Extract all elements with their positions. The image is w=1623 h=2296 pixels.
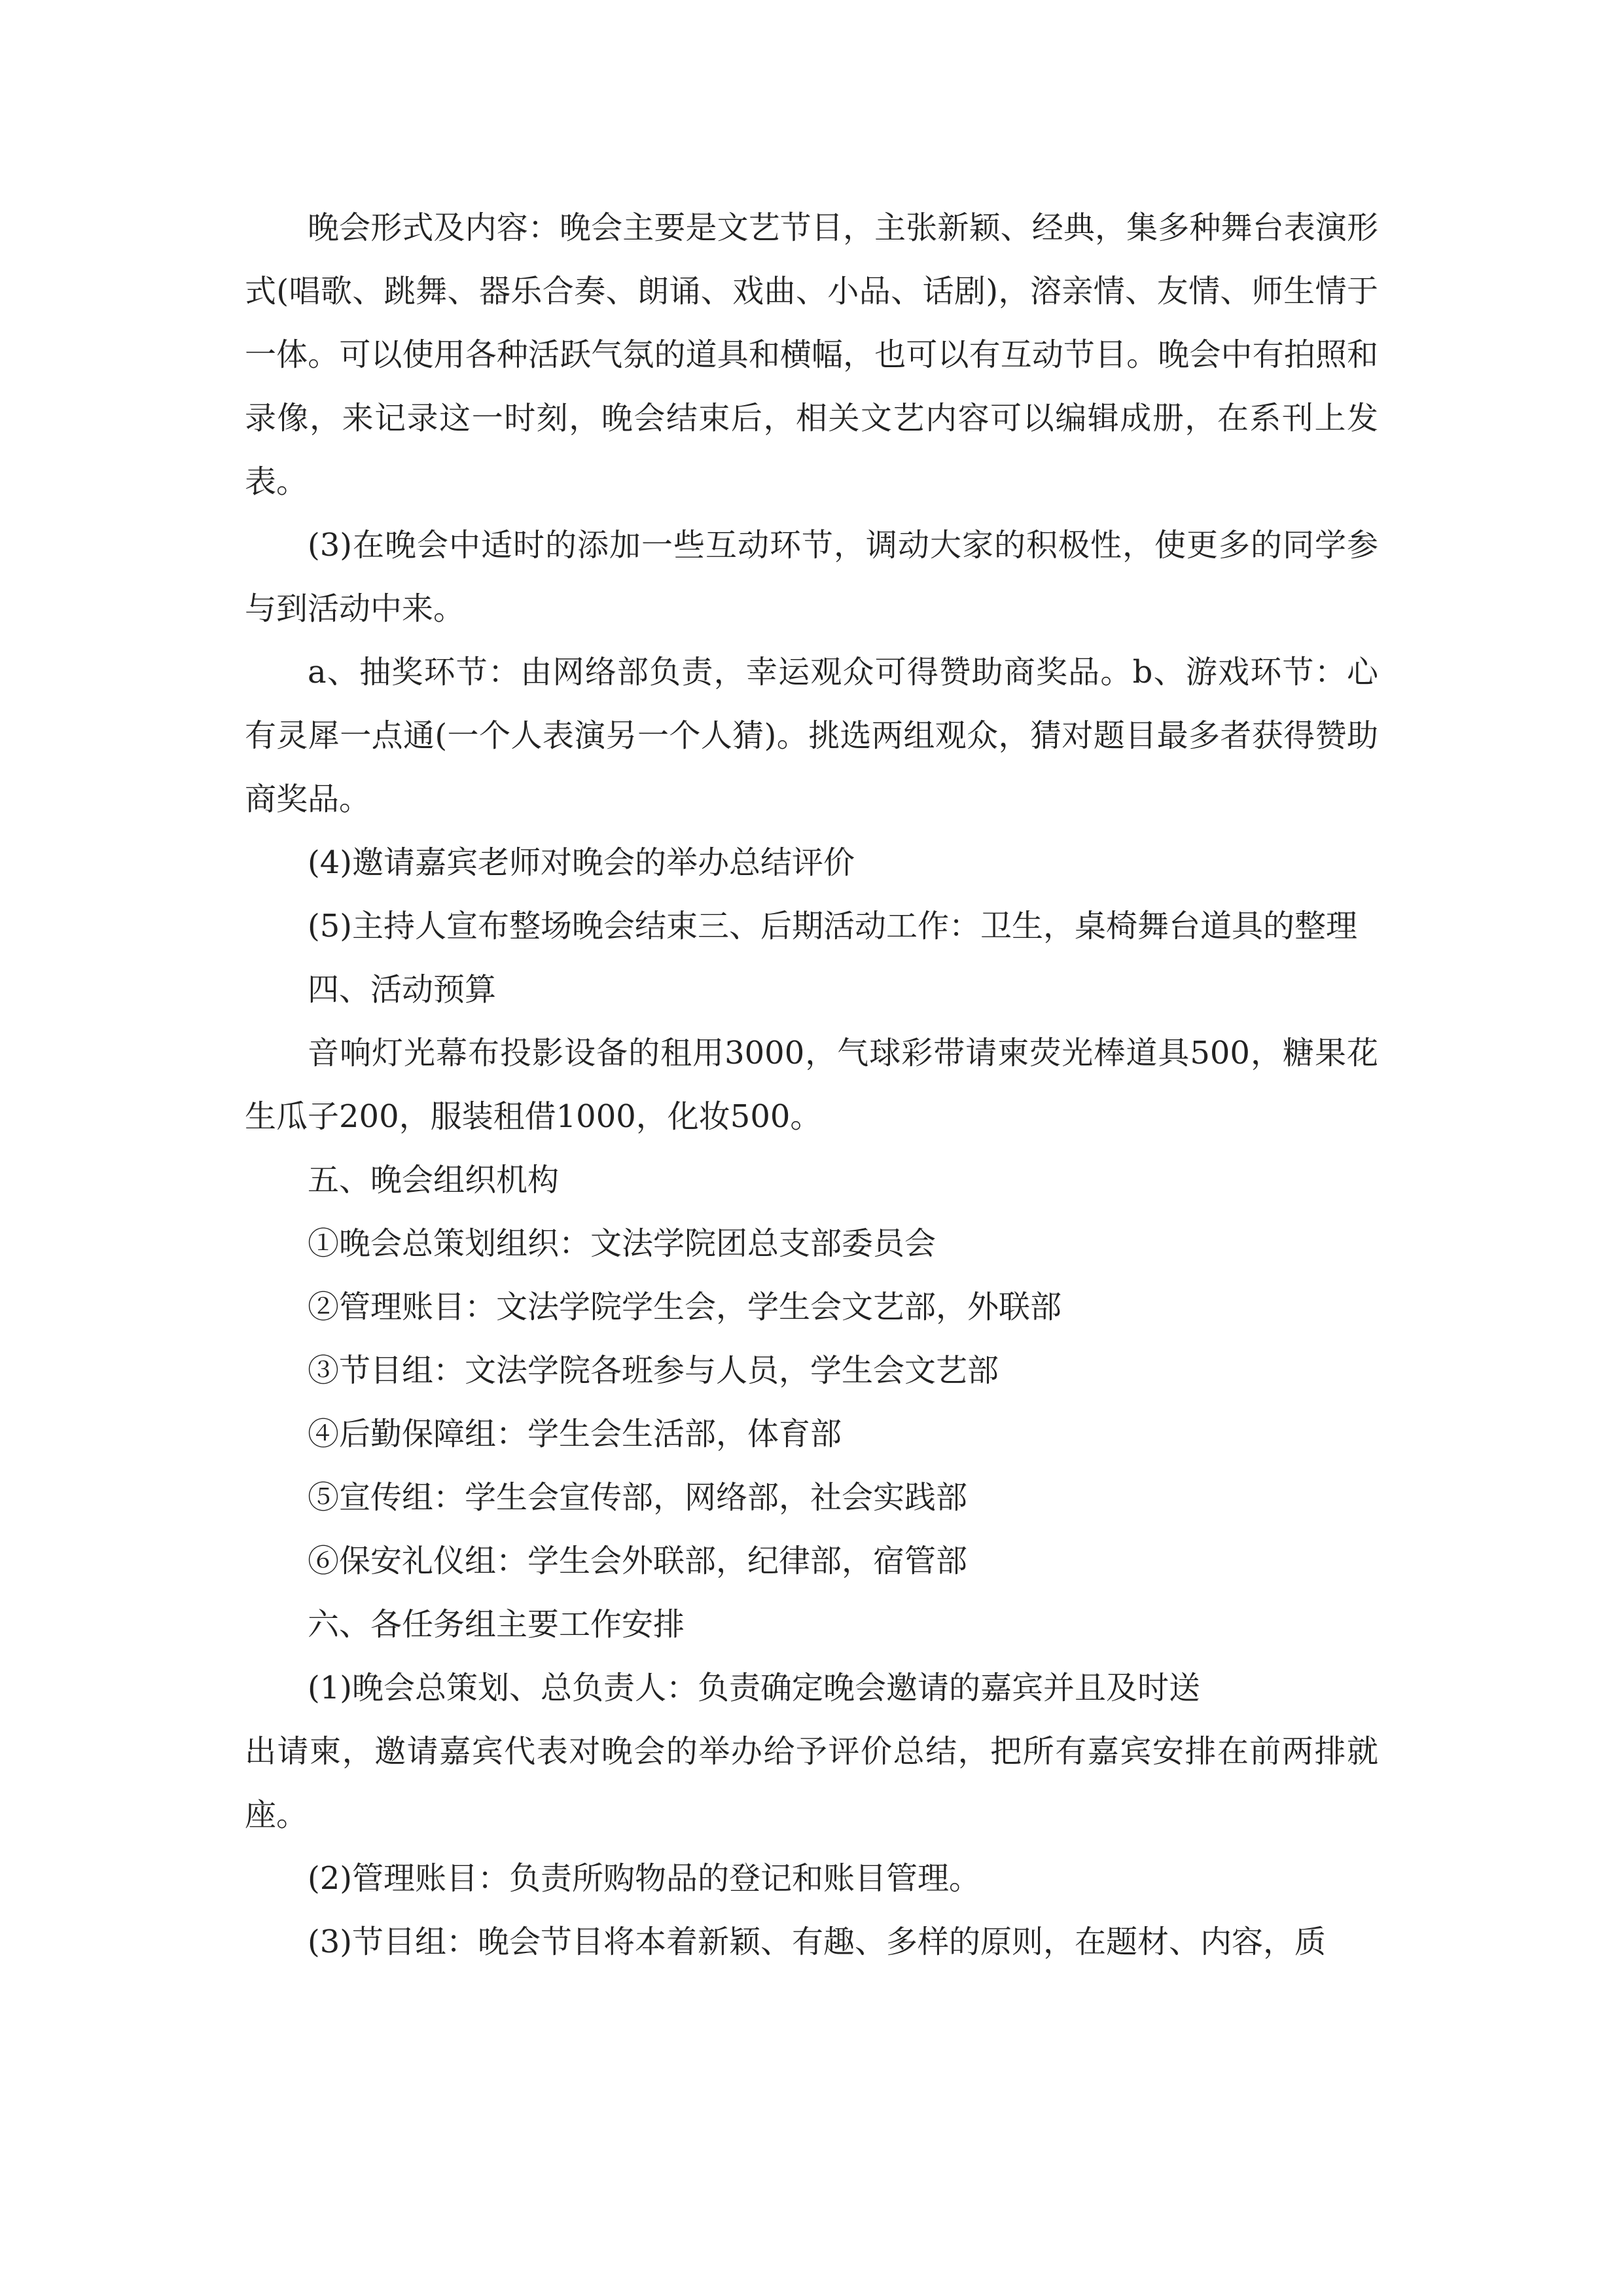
task-item-accounts: (2)管理账目：负责所购物品的登记和账目管理。	[308, 1860, 980, 1897]
org-item-publicity: ⑤宣传组：学生会宣传部，网络部，社会实践部	[308, 1479, 968, 1516]
org-item-accounts: ②管理账目：文法学院学生会，学生会文艺部，外联部	[308, 1289, 1062, 1325]
document-body	[245, 196, 1378, 1974]
section-heading-budget: 四、活动预算	[308, 971, 497, 1008]
org-item-security: ⑥保安礼仪组：学生会外联部，纪律部，宿管部	[308, 1543, 968, 1579]
task-item-chief-planner: (1)晚会总策划、总负责人：负责确定晚会邀请的嘉宾并且及时送	[308, 1670, 1200, 1706]
section-heading-tasks: 六、各任务组主要工作安排	[308, 1606, 685, 1643]
section-heading-organization: 五、晚会组织机构	[308, 1162, 560, 1198]
paragraph-budget: 音响灯光幕布投影设备的租用3000，气球彩带请柬荧光棒道具500，糖果花生瓜子200，服装租借1000，化妆500。	[245, 1035, 1378, 1135]
org-item-planning: ①晚会总策划组织：文法学院团总支部委员会	[308, 1225, 936, 1262]
paragraph-lottery-game: a、抽奖环节：由网络部负责，幸运观众可得赞助商奖品。b、游戏环节：心有灵犀一点通(一个人表演另一个人猜)。挑选两组观众，猜对题目最多者获得赞助商奖品。	[245, 654, 1378, 817]
paragraph-host-closing: (5)主持人宣布整场晚会结束三、后期活动工作：卫生，桌椅舞台道具的整理	[308, 908, 1357, 944]
paragraph-format-content: 晚会形式及内容：晚会主要是文艺节目，主张新颖、经典，集多种舞台表演形式(唱歌、跳舞、器乐合奏、朗诵、戏曲、小品、话剧)，溶亲情、友情、师生情于一体。可以使用各种活跃气氛的道具和横幅，也可以有互动节目。晚会中有拍照和录像，来记录这一时刻，晚会结束后，相关文艺内容可以编辑成册，在系刊上发表。	[245, 209, 1378, 500]
org-item-logistics: ④后勤保障组：学生会生活部，体育部	[308, 1416, 842, 1452]
task-item-chief-planner-cont: 出请柬，邀请嘉宾代表对晚会的举办给予评价总结，把所有嘉宾安排在前两排就座。	[245, 1733, 1378, 1833]
task-item-program: (3)节目组：晚会节目将本着新颖、有趣、多样的原则，在题材、内容，质	[308, 1924, 1326, 1960]
org-item-program: ③节目组：文法学院各班参与人员，学生会文艺部	[308, 1352, 999, 1389]
paragraph-guest-evaluation: (4)邀请嘉宾老师对晚会的举办总结评价	[308, 844, 855, 881]
paragraph-interaction: (3)在晚会中适时的添加一些互动环节，调动大家的积极性，使更多的同学参与到活动中来。	[245, 527, 1378, 627]
